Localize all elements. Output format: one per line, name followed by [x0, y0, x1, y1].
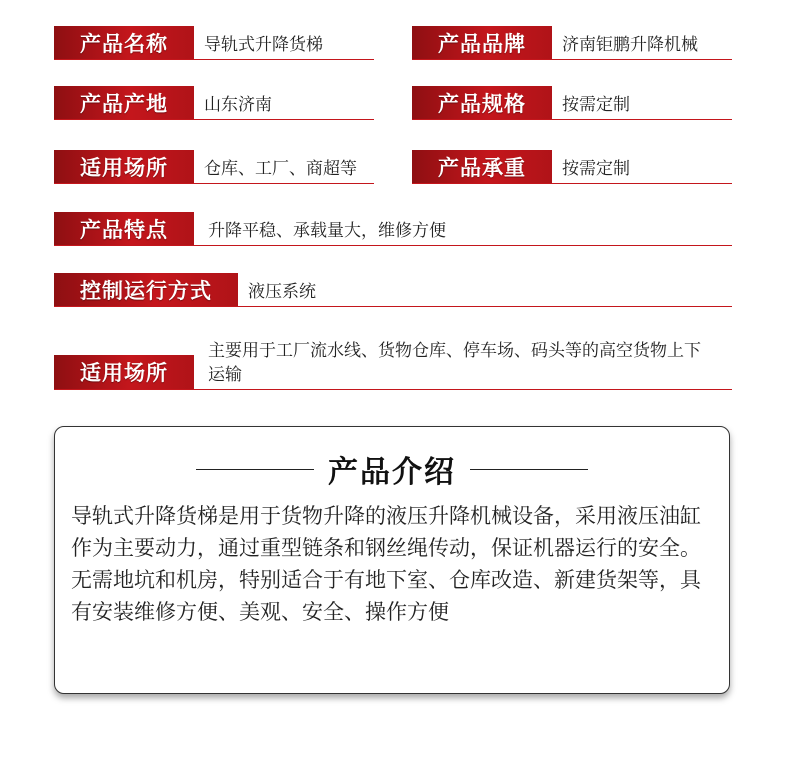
spec-label: 产品名称: [54, 26, 194, 59]
intro-paragraph: 导轨式升降货梯是用于货物升降的液压升降机械设备，采用液压油缸作为主要动力，通过重型链条和钢丝绳传动，保证机器运行的安全。: [71, 504, 701, 560]
spec-row-applicable-places: [54, 150, 374, 184]
title-divider-right: [470, 469, 588, 470]
spec-value: 按需定制: [562, 159, 630, 179]
spec-row-origin: [54, 86, 374, 120]
spec-row-applications: [54, 338, 732, 390]
spec-value: 按需定制: [562, 95, 630, 115]
spec-value: 济南钜鹏升降机械: [562, 35, 698, 55]
intro-title-wrap: [55, 449, 729, 489]
spec-value: 主要用于工厂流水线、货物仓库、停车场、码头等的高空货物上下运输: [208, 341, 701, 385]
spec-label: 适用场所: [54, 150, 194, 183]
spec-row-control-method: [54, 273, 732, 307]
intro-paragraph: 无需地坑和机房，特别适合于有地下室、仓库改造、新建货架等，具有安装维修方便、美观、安全、操作方便: [71, 568, 701, 624]
spec-label: 适用场所: [54, 355, 194, 389]
spec-label: 控制运行方式: [54, 273, 238, 306]
product-intro-box: [54, 426, 730, 694]
spec-row-features: [54, 212, 732, 246]
spec-row-load-capacity: [412, 150, 732, 184]
intro-text: [71, 500, 717, 628]
spec-label: 产品产地: [54, 86, 194, 119]
spec-value: 仓库、工厂、商超等: [204, 159, 357, 179]
spec-value: 导轨式升降货梯: [204, 35, 323, 55]
spec-label: 产品特点: [54, 212, 194, 245]
spec-value: 升降平稳、承载量大，维修方便: [208, 221, 446, 241]
title-divider-left: [196, 469, 314, 470]
spec-value: 液压系统: [248, 282, 316, 302]
spec-label: 产品承重: [412, 150, 552, 183]
spec-label: 产品规格: [412, 86, 552, 119]
intro-title: 产品介绍: [328, 455, 456, 490]
spec-label: 产品品牌: [412, 26, 552, 59]
spec-row-specification: [412, 86, 732, 120]
spec-row-product-name: [54, 26, 374, 60]
spec-value: 山东济南: [204, 95, 272, 115]
spec-row-brand: [412, 26, 732, 60]
